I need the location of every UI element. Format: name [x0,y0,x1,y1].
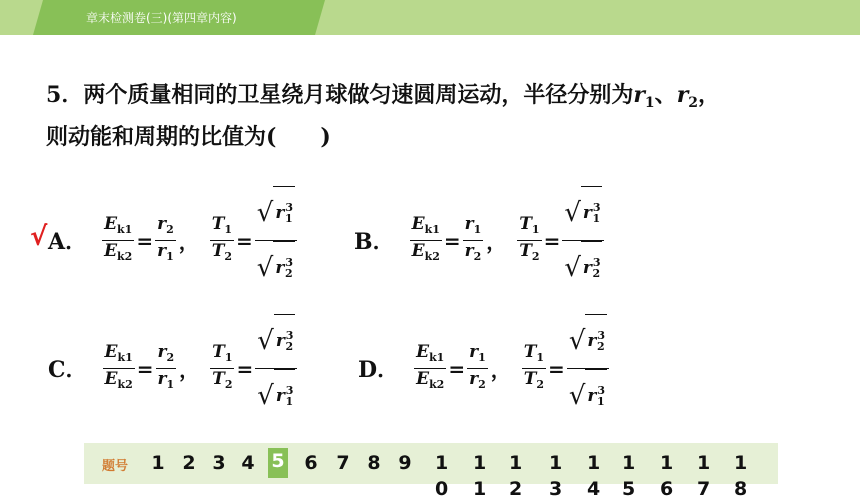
nav-item-1[interactable]: 1 [151,452,165,474]
correct-check-icon: √ [30,222,48,252]
option-a-letter: A． [48,229,88,255]
chapter-title: 章末检测卷(三)(第四章内容) [86,11,237,25]
option-c-period-ratio: $\frac{T_1}{T_2}$ [212,342,233,391]
nav-label: 题号 [102,459,129,474]
nav-item-13[interactable]: 13 [549,452,563,500]
option-c-letter: C． [48,357,88,383]
option-d-period-ratio: $\frac{T_1}{T_2}$ [523,342,545,391]
nav-item-14[interactable]: 14 [587,452,601,500]
nav-item-10[interactable]: 10 [435,452,449,500]
option-a-period-ratio: $\frac{T_1}{T_2}$ [211,214,233,263]
question-line-1: 5．两个质量相同的卫星绕月球做匀速圆周运动，半径分别为$r_1$、$r_2$， [46,82,721,111]
nav-item-8[interactable]: 8 [367,452,381,474]
nav-item-2[interactable]: 2 [182,452,196,474]
nav-item-12[interactable]: 12 [509,452,523,500]
option-c-energy-ratio: $\frac{E_{k1}}{E_{k2}}$ [104,342,133,391]
option-d-energy-ratio: $\frac{E_{k1}}{E_{k2}}$ [416,342,445,391]
nav-item-17[interactable]: 17 [697,452,711,500]
option-b-period-ratio: $\frac{T_1}{T_2}$ [519,214,540,263]
option-d-letter: D． [358,357,400,383]
option-b-letter: B． [354,229,395,255]
nav-item-6[interactable]: 6 [304,452,318,474]
question-line-2: 则动能和周期的比值为( ) [46,124,331,150]
nav-item-4[interactable]: 4 [241,452,255,474]
nav-item-9[interactable]: 9 [398,452,412,474]
option-a-energy-ratio: $\frac{E_{k1}}{E_{k2}}$ [104,214,133,263]
question-number: 5 [46,82,62,108]
nav-item-5[interactable]: 5 [268,448,288,478]
question-nav [84,443,778,500]
nav-item-18[interactable]: 18 [734,452,748,500]
option-b-energy-ratio: $\frac{E_{k1}}{E_{k2}}$ [411,214,440,263]
nav-item-3[interactable]: 3 [212,452,226,474]
nav-item-11[interactable]: 11 [473,452,487,500]
nav-item-7[interactable]: 7 [336,452,350,474]
nav-item-16[interactable]: 16 [660,452,674,500]
option-d[interactable]: D． $\frac{E_{k1}}{E_{k2}}$ = $\frac{r_1}{r_2}$ ， $\frac{T_1}{T_2}$ = √ $r^3_2$ √ $r^3_1$ [358,314,610,423]
option-c[interactable]: C． $\frac{E_{k1}}{E_{k2}}$ = $\frac{r_2}{r_1}$ ， $\frac{T_1}{T_2}$ = √ $r^3_2$ √ $r^3_1$ [48,314,298,423]
option-b[interactable]: B． $\frac{E_{k1}}{E_{k2}}$ = $\frac{r_1}{r_2}$ ， $\frac{T_1}{T_2}$ = √ $r^3_1$ √ $r^3_2$ [354,186,605,295]
nav-item-15[interactable]: 15 [622,452,636,500]
option-a[interactable]: A． $\frac{E_{k1}}{E_{k2}}$ = $\frac{r_2}{r_1}$ ， $\frac{T_1}{T_2}$ = √ $r^3_1$ √ $r^3_2$ [48,186,298,295]
